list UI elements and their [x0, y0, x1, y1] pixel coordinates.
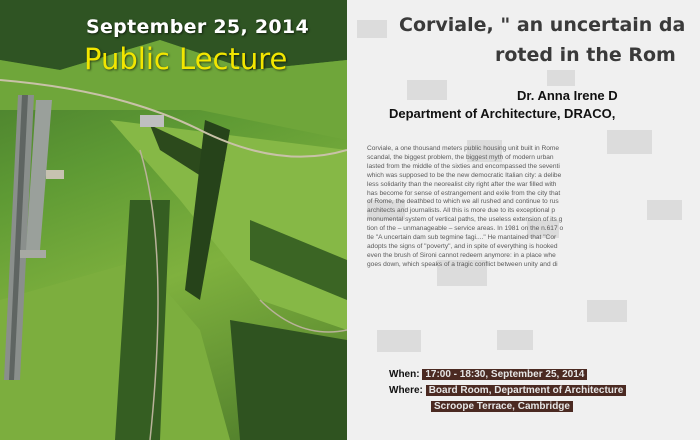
abstract-line: architects and journalists. All this is more due to its exceptional p: [367, 207, 556, 215]
abstract-line: monumental system of vertical paths, the useless extension of its g: [367, 216, 563, 224]
aerial-photo: [0, 0, 347, 440]
abstract-line: adopts the signs of "poverty", and in spite of everything is hooked: [367, 242, 558, 250]
event-type-heading: Public Lecture: [84, 42, 288, 76]
abstract-line: of Rome, the deathbed to which we all rushed and continue to rus: [367, 198, 559, 206]
lecture-title-line-1: Corviale, " an uncertain da: [399, 14, 686, 36]
abstract-line: has become for sense of estrangement and exile from the city that: [367, 189, 561, 197]
abstract-line: even the brush of Sironi cannot redeem anymore: in a place whe: [367, 251, 556, 259]
where-value: Board Room, Department of Architecture: [426, 385, 627, 396]
lecture-info-panel: [347, 0, 700, 440]
abstract-line: scandal, the biggest problem, the biggest myth of modern urban: [367, 153, 554, 161]
when-label: When:: [389, 369, 420, 380]
abstract-line: goes down, which speaks of a tragic conflict between unity and di: [367, 260, 558, 268]
lecture-title-line-2: roted in the Rom: [495, 44, 676, 66]
event-date: September 25, 2014: [86, 16, 309, 38]
speaker-name: Dr. Anna Irene D: [517, 88, 618, 103]
abstract-line: which was supposed to be the new democratic Italian city: a delibe: [367, 171, 562, 179]
speaker-department: Department of Architecture, DRACO,: [389, 106, 616, 121]
abstract-line: Corviale, a one thousand meters public housing unit built in Rome: [367, 145, 560, 152]
event-where-line-2: [431, 401, 573, 412]
where-label: Where:: [389, 385, 423, 396]
abstract-line: lasted from the middle of the sixties and encompassed the seventi: [367, 162, 560, 170]
when-value: 17:00 - 18:30, September 25, 2014: [422, 369, 587, 380]
abstract-line: tle "A uncertain dam sub tegmine fagi...." He mantained that "Cor: [367, 234, 557, 242]
abstract-line: tion of the – unmanageable – service areas. In 1981 on the n.617 o: [367, 225, 564, 233]
lecture-abstract: [367, 145, 700, 270]
abstract-line: less solidarity than the neorealist city right after the war filled with: [367, 180, 557, 188]
event-when: [389, 369, 587, 380]
where-value-2: Scroope Terrace, Cambridge: [431, 401, 573, 412]
event-where: [389, 385, 626, 396]
